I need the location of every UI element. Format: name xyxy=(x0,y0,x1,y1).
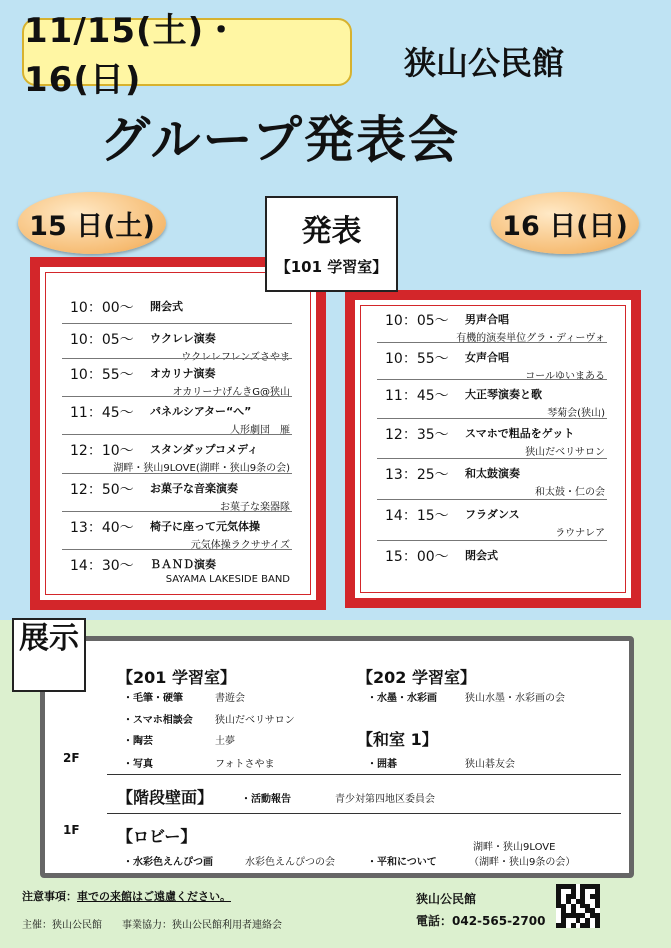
schedule-group: 元気体操ラクササイズ xyxy=(190,540,290,551)
exhibit-group: （湖畔・狭山9条の会） xyxy=(469,857,576,868)
exhibit-item: ・スマホ相談会 xyxy=(123,715,193,726)
schedule-time: 10：55～ xyxy=(70,367,134,383)
exhibit-item: ・写真 xyxy=(123,759,153,770)
qr-code[interactable] xyxy=(556,884,600,928)
schedule-time: 13：40～ xyxy=(70,520,134,536)
day2-schedule-frame xyxy=(345,290,641,608)
schedule-group: ウクレレフレンズさやま xyxy=(181,352,290,363)
schedule-time: 14：15～ xyxy=(385,508,449,524)
exhibit-item: ・毛筆・硬筆 xyxy=(123,693,183,704)
schedule-row xyxy=(377,306,607,346)
schedule-group: 湖畔・狭山9LOVE(湖畔・狭山9条の会) xyxy=(113,463,290,474)
schedule-act: 和太鼓演奏 xyxy=(465,467,520,480)
schedule-time: 15：00～ xyxy=(385,549,449,565)
divider xyxy=(107,813,621,814)
schedule-act: ＢＡＮＤ演奏 xyxy=(150,558,216,571)
exhibit-heading: 展示 xyxy=(12,618,86,692)
schedule-row xyxy=(62,436,292,476)
exhibit-group: フォトさやま xyxy=(215,759,275,770)
schedule-row xyxy=(377,344,607,384)
sponsor-text: 主催：狭山公民館 事業協力：狭山公民館利用者連絡会 xyxy=(22,920,282,931)
schedule-time: 11：45～ xyxy=(385,388,449,404)
presentation-room: 【101 学習室】 xyxy=(275,258,388,276)
schedule-group: 有機的演奏単位グラ・ディーヴォ xyxy=(456,333,605,344)
schedule-act: スタンダップコメディ xyxy=(150,443,259,456)
schedule-group: ラウナレア xyxy=(555,528,605,539)
contact-name: 狭山公民館 xyxy=(416,892,477,906)
schedule-group: お菓子な楽器隊 xyxy=(220,502,290,513)
room-202-heading: 【202 学習室】 xyxy=(357,668,476,687)
stairs-heading: 【階段壁面】 xyxy=(117,788,214,807)
schedule-act: 女声合唱 xyxy=(465,351,509,364)
exhibit-item: ・活動報告 xyxy=(241,794,291,805)
schedule-time: 10：55～ xyxy=(385,351,449,367)
schedule-act: 椅子に座って元気体操 xyxy=(150,520,260,533)
divider xyxy=(377,458,607,459)
schedule-act: ウクレレ演奏 xyxy=(150,332,216,345)
schedule-row xyxy=(62,360,292,400)
exhibit-item: ・水墨・水彩画 xyxy=(367,693,437,704)
exhibit-item: ・平和について xyxy=(367,857,437,868)
exhibit-group: 書遊会 xyxy=(215,693,245,704)
divider xyxy=(62,434,292,435)
exhibit-group: 青少対第四地区委員会 xyxy=(335,794,435,805)
event-date: 11/15(土)・16(日) xyxy=(24,11,240,100)
schedule-act: お菓子な音楽演奏 xyxy=(150,482,238,495)
schedule-row xyxy=(377,542,607,582)
schedule-group: 和太鼓・仁の会 xyxy=(535,487,605,498)
notice-label: 注意事項： xyxy=(22,890,77,903)
schedule-row xyxy=(62,513,292,553)
divider xyxy=(62,549,292,550)
exhibit-group: 狭山碁友会 xyxy=(465,759,515,770)
notice xyxy=(22,888,231,904)
exhibit-group: 土夢 xyxy=(215,736,235,747)
schedule-row xyxy=(377,501,607,541)
room-201-heading: 【201 学習室】 xyxy=(117,668,236,687)
divider xyxy=(377,342,607,343)
washitsu-heading: 【和室 1】 xyxy=(357,730,438,749)
venue-name: 狭山公民館 xyxy=(404,44,565,82)
schedule-time: 12：35～ xyxy=(385,427,449,443)
schedule-row xyxy=(377,381,607,421)
schedule-group: SAYAMA LAKESIDE BAND xyxy=(165,574,290,585)
exhibit-group: 狭山だべリサロン xyxy=(215,715,295,726)
divider xyxy=(377,379,607,380)
divider xyxy=(62,473,292,474)
exhibit-group: 水彩色えんぴつの会 xyxy=(245,857,335,868)
schedule-group: オカリーナげんきG@狭山 xyxy=(172,387,290,398)
schedule-row xyxy=(377,420,607,460)
schedule-time: 10：00～ xyxy=(70,300,134,316)
exhibit-item: ・囲碁 xyxy=(367,759,397,770)
day2-schedule xyxy=(355,300,631,598)
schedule-act: 男声合唱 xyxy=(465,313,509,326)
divider xyxy=(62,511,292,512)
schedule-time: 14：30～ xyxy=(70,558,134,574)
day1-schedule xyxy=(40,267,316,600)
day1-label: 15 日(土) xyxy=(18,192,166,254)
schedule-act: フラダンス xyxy=(465,508,520,521)
schedule-time: 12：50～ xyxy=(70,482,134,498)
presentation-title: 発表 xyxy=(301,214,362,249)
schedule-time: 12：10～ xyxy=(70,443,134,459)
exhibit-item: ・陶芸 xyxy=(123,736,153,747)
schedule-act: スマホで粗品をゲット xyxy=(465,427,575,440)
schedule-act: オカリナ演奏 xyxy=(150,367,216,380)
schedule-act: パネルシアター“へ” xyxy=(150,405,252,418)
divider xyxy=(377,418,607,419)
schedule-group: 琴菊会(狭山) xyxy=(547,408,605,419)
day2-label: 16 日(日) xyxy=(491,192,639,254)
contact-phone: 電話：042-565-2700 xyxy=(416,914,546,928)
schedule-group: 狭山だべリサロン xyxy=(525,447,605,458)
day1-schedule-frame xyxy=(30,257,326,610)
schedule-time: 10：05～ xyxy=(385,313,449,329)
divider xyxy=(377,540,607,541)
schedule-time: 10：05～ xyxy=(70,332,134,348)
floor-2f-label: 2F xyxy=(63,751,80,765)
schedule-group: コールゆいまある xyxy=(525,371,605,382)
schedule-act: 大正琴演奏と歌 xyxy=(465,388,542,401)
schedule-row xyxy=(62,475,292,515)
divider xyxy=(107,774,621,775)
exhibit-group: 湖畔・狭山9LOVE xyxy=(473,842,556,853)
exhibit-panel xyxy=(40,636,634,878)
schedule-act: 開会式 xyxy=(150,300,183,313)
presentation-heading xyxy=(265,196,398,292)
schedule-group: 人形劇団 雁 xyxy=(230,425,290,436)
divider xyxy=(62,358,292,359)
schedule-time: 11：45～ xyxy=(70,405,134,421)
schedule-act: 閉会式 xyxy=(465,549,498,562)
exhibit-group: 狭山水墨・水彩画の会 xyxy=(465,693,565,704)
exhibit-item: ・水彩色えんぴつ画 xyxy=(123,857,213,868)
page-title: グループ発表会 xyxy=(100,111,460,169)
date-badge xyxy=(22,11,352,100)
divider xyxy=(377,499,607,500)
schedule-row xyxy=(62,325,292,365)
divider xyxy=(62,323,292,324)
schedule-row xyxy=(377,460,607,500)
schedule-row xyxy=(62,398,292,438)
floor-1f-label: 1F xyxy=(63,823,80,837)
divider xyxy=(62,396,292,397)
schedule-time: 13：25～ xyxy=(385,467,449,483)
schedule-row xyxy=(62,551,292,591)
notice-text: 車での来館はご遠慮ください。 xyxy=(77,890,231,903)
lobby-heading: 【ロビー】 xyxy=(117,827,197,846)
